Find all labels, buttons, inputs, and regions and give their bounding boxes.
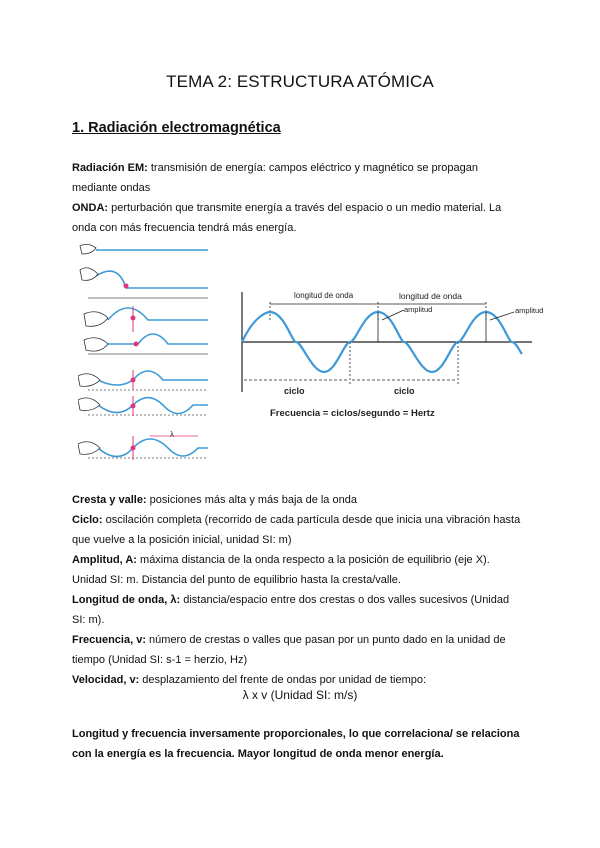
conclusion-block (72, 724, 542, 764)
def-line-6: Longitud de onda, λ: distancia/espacio entre dos crestas o dos valles sucesivos (Unidad (72, 594, 510, 606)
wavelength-label-1: longitud de onda (294, 291, 354, 300)
def-line-3: que vuelve a la posición inicial, unidad SI: m) (72, 534, 292, 546)
lambda-label: λ (170, 430, 174, 439)
section-heading: 1. Radiación electromagnética (72, 120, 281, 136)
def-line-5: Unidad SI: m. Distancia del punto de equilibrio hasta la cresta/valle. (72, 574, 401, 586)
def-line-7: SI: m). (72, 614, 105, 626)
intro-line-4: onda con más frecuencia tendrá más energía. (72, 222, 297, 234)
wavelength-label-2: longitud de onda (399, 291, 462, 301)
intro-line-2: mediante ondas (72, 182, 151, 194)
intro-block (72, 158, 532, 238)
def-line-1: Cresta y valle: posiciones más alta y más baja de la onda (72, 494, 357, 506)
intro-line-1: Radiación EM: transmisión de energía: campos eléctrico y magnético se propagan (72, 162, 478, 174)
cycle-label-2: ciclo (394, 386, 415, 396)
def-line-8: Frecuencia, v: número de crestas o valles que pasan por un punto dado en la unidad de (72, 634, 506, 646)
page-title: TEMA 2: ESTRUCTURA ATÓMICA (166, 72, 434, 91)
def-line-9: tiempo (Unidad SI: s-1 = herzio, Hz) (72, 654, 248, 666)
rope-wave-illustration (78, 240, 213, 485)
def-line-2: Ciclo: oscilación completa (recorrido de cada partícula desde que inicia una vibración hasta (72, 514, 521, 526)
amplitude-label-1: amplitud (404, 305, 433, 314)
conclusion-line-2: con la energía es la frecuencia. Mayor longitud de onda menor energía. (72, 748, 444, 760)
def-line-10: Velocidad, v: desplazamiento del frente de ondas por unidad de tiempo: (72, 674, 427, 686)
definitions-block (72, 490, 532, 690)
velocity-formula: λ x v (Unidad SI: m/s) (242, 688, 358, 702)
intro-line-3: ONDA: perturbación que transmite energía a través del espacio o un medio material. La (72, 202, 502, 214)
conclusion-line-1: Longitud y frecuencia inversamente proporcionales, lo que correlaciona/ se relaciona (72, 728, 520, 740)
amplitude-label-2: amplitud (515, 306, 544, 315)
sine-wave-diagram (232, 282, 562, 432)
frequency-caption: Frecuencia = ciclos/segundo = Hertz (270, 408, 435, 419)
cycle-label-1: ciclo (284, 386, 305, 396)
def-line-4: Amplitud, A: máxima distancia de la onda respecto a la posición de equilibrio (eje X). (72, 554, 490, 566)
